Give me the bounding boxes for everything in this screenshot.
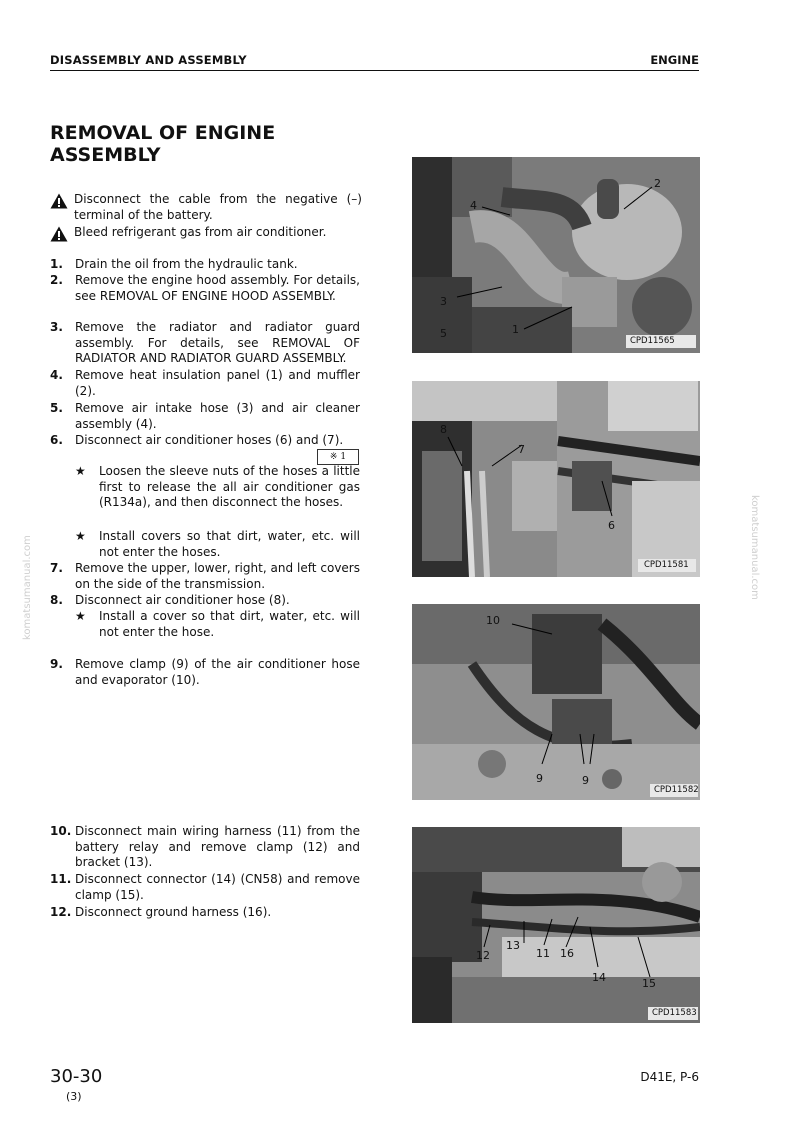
callout-8: 7 [518, 443, 525, 456]
step-number: 12. [50, 905, 72, 919]
callout-6: 6 [608, 519, 615, 532]
note-2 [75, 529, 360, 560]
callout-3: 3 [440, 295, 447, 308]
step-1 [50, 257, 360, 273]
warning-2 [50, 225, 362, 241]
step-number: 8. [50, 593, 63, 607]
star-icon: ★ [75, 464, 86, 478]
step-10 [50, 824, 360, 871]
evaporator-photo-graphic [412, 604, 700, 800]
step-4 [50, 368, 360, 399]
watermark-right: komatsumanual.com [749, 495, 760, 600]
page-number: 30-30 [50, 1066, 103, 1087]
step-number: 9. [50, 657, 63, 671]
step-number: 3. [50, 320, 63, 334]
step-12 [50, 905, 360, 921]
step-text: Remove air intake hose (3) and air cleaner assembly (4). [75, 401, 360, 431]
warning-icon [50, 193, 68, 209]
callout-15: 15 [642, 977, 656, 990]
note-text: Install a cover so that dirt, water, etc. will not enter the hose. [99, 609, 360, 639]
photo-ac-hoses [412, 381, 700, 577]
chapter-header: ENGINE [650, 53, 699, 67]
callout-2: 2 [654, 177, 661, 190]
step-text: Disconnect air conditioner hose (8). [75, 593, 290, 607]
step-7 [50, 561, 360, 592]
step-8 [50, 593, 360, 609]
star-icon: ★ [75, 609, 86, 623]
star-icon: ★ [75, 529, 86, 543]
step-number: 1. [50, 257, 63, 271]
step-number: 7. [50, 561, 63, 575]
warning-1 [50, 192, 362, 223]
step-text: Drain the oil from the hydraulic tank. [75, 257, 298, 271]
photo-code: CPD11565 [630, 336, 675, 346]
step-6 [50, 433, 360, 449]
warning-text: Disconnect the cable from the negative (–) terminal of the battery. [74, 192, 362, 222]
photo-code: CPD11581 [644, 560, 689, 570]
step-text: Disconnect main wiring harness (11) from the battery relay and remove clamp (12) and bracket (13). [75, 824, 360, 870]
step-text: Disconnect connector (14) (CN58) and remove clamp (15). [75, 872, 360, 902]
callout-16: 16 [560, 947, 574, 960]
step-number: 5. [50, 401, 63, 415]
warning-text: Bleed refrigerant gas from air conditioner. [74, 225, 327, 239]
note-text: Install covers so that dirt, water, etc. will not enter the hoses. [99, 529, 360, 559]
section-header: DISASSEMBLY AND ASSEMBLY [50, 53, 247, 67]
step-text: Disconnect ground harness (16). [75, 905, 272, 919]
step-number: 4. [50, 368, 63, 382]
page-title [50, 122, 380, 166]
callout-7: 8 [440, 423, 447, 436]
step-number: 10. [50, 824, 72, 838]
photo-code: CPD11583 [652, 1008, 697, 1018]
note-1 [75, 464, 360, 511]
step-text: Disconnect air conditioner hoses (6) and (7). [75, 433, 344, 447]
photo-code: CPD11582 [654, 785, 699, 795]
callout-11: 11 [536, 947, 550, 960]
step-number: 11. [50, 872, 72, 886]
photo-wiring-harness [412, 827, 700, 1023]
step-text: Remove heat insulation panel (1) and muffler (2). [75, 368, 360, 398]
step-text: Remove the radiator and radiator guard assembly. For details, see REMOVAL OF RADIATOR AND RADIATOR GUARD ASSEMBLY. [75, 320, 360, 366]
callout-9: 9 [582, 774, 589, 787]
step-text: Remove the engine hood assembly. For details, see REMOVAL OF ENGINE HOOD ASSEMBLY. [75, 273, 360, 303]
watermark-left: komatsumanual.com [22, 535, 33, 640]
page-revision: (3) [66, 1090, 82, 1103]
title-line-2: ASSEMBLY [50, 144, 161, 166]
photo-engine-overview [412, 157, 700, 353]
step-number: 2. [50, 273, 63, 287]
step-11 [50, 872, 360, 903]
callout-10: 10 [486, 614, 500, 627]
callout-12: 12 [476, 949, 490, 962]
note-3 [75, 609, 360, 640]
header-rule [50, 70, 699, 71]
hoses-photo-graphic [412, 381, 700, 577]
callout-1: 1 [512, 323, 519, 336]
photo-evaporator [412, 604, 700, 800]
reference-mark: ※ 1 [317, 449, 359, 465]
title-line-1: REMOVAL OF ENGINE [50, 122, 276, 144]
warning-icon [50, 226, 68, 242]
model-code: D41E, P-6 [640, 1070, 699, 1084]
step-text: Remove clamp (9) of the air conditioner hose and evaporator (10). [75, 657, 360, 687]
callout-14: 14 [592, 971, 606, 984]
step-text: Remove the upper, lower, right, and left covers on the side of the transmission. [75, 561, 360, 591]
callout-5: 5 [440, 327, 447, 340]
step-number: 6. [50, 433, 63, 447]
note-text: Loosen the sleeve nuts of the hoses a little first to release the all air conditioner gas (R134a), and then disconnect the hoses. [99, 464, 360, 510]
step-2 [50, 273, 360, 304]
step-9 [50, 657, 360, 688]
callout-9: 9 [536, 772, 543, 785]
step-5 [50, 401, 360, 432]
harness-photo-graphic [412, 827, 700, 1023]
callout-4: 4 [470, 199, 477, 212]
callout-13: 13 [506, 939, 520, 952]
step-3 [50, 320, 360, 367]
